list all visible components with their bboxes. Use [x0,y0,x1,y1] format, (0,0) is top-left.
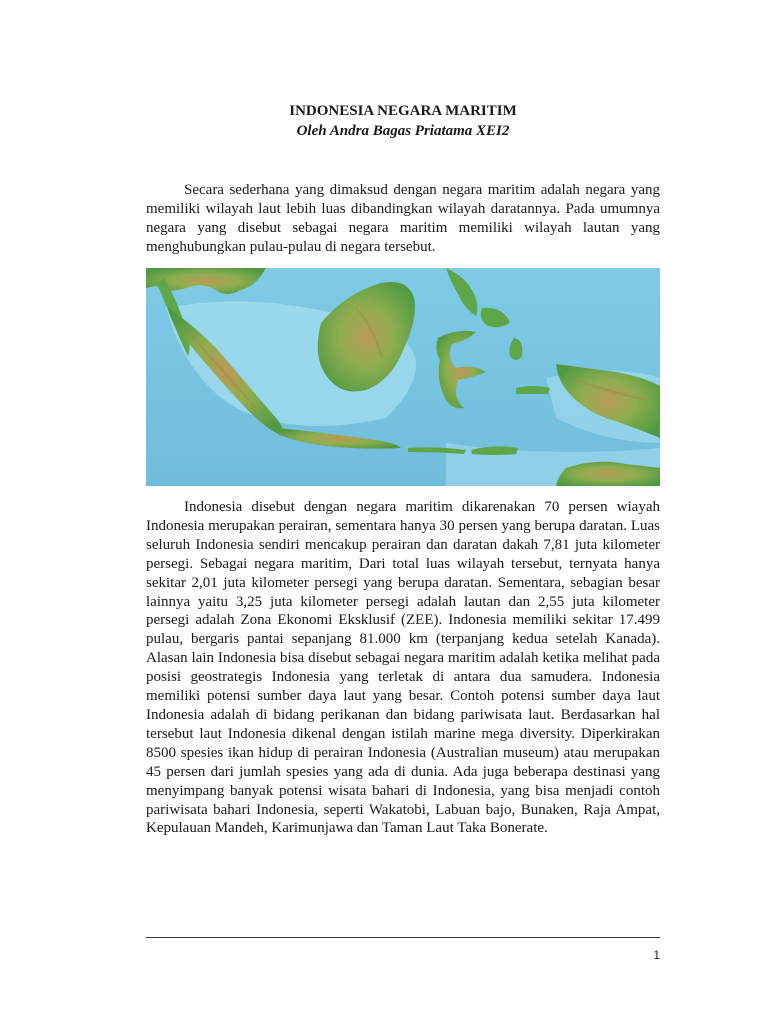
footer-divider [146,937,660,938]
paragraph-intro: Secara sederhana yang dimaksud dengan negara maritim adalah negara yang memiliki wilayah laut lebih luas dibandingkan wilayah daratannya. Pada umumnya negara yang disebut sebagai negara maritim memiliki wilayah lautan yang menghubungkan pulau-pulau di negara tersebut. [146,182,660,255]
document-subtitle: Oleh Andra Bagas Priatama XEI2 [296,123,510,139]
document-title: INDONESIA NEGARA MARITIM [289,103,517,119]
title-block [146,101,660,141]
seram [516,386,550,394]
page-number: 1 [653,948,660,962]
paragraph-main: Indonesia disebut dengan negara maritim dikarenakan 70 persen wiayah Indonesia merupakan perairan, sementara hanya 30 persen yang berupa daratan. Luas seluruh Indonesia sendiri mencakup perairan dan daratan dakah 7,81 juta kilometer persegi. Sebagai negara maritim, Dari total luas wilayah tersebut, ternyata hanya sekitar 2,01 juta kilometer persegi yang berupa daratan. Sementara, sebagian besar lainnya yaitu 3,25 juta kilometer persegi adalah lautan dan 2,55 juta kilometer persegi adalah Zona Ekonomi Eksklusif (ZEE). Indonesia memiliki sekitar 17.499 pulau, bergaris pantai sepanjang 81.000 km (terpanjang kedua setelah Kanada). Alasan lain Indonesia bisa disebut sebagai negara maritim adalah ketika melihat pada posisi geostrategis Indonesia yang terletak di antara dua samudera. Indonesia memiliki potensi sumber daya laut yang besar. Contoh potensi sumber daya laut Indonesia adalah di bidang perikanan dan bidang pariwisata laut. Berdasarkan hal tersebut laut Indonesia dikenal dengan istilah marine mega diversity. Diperkirakan 8500 spesies ikan hidup di perairan Indonesia (Australian museum) atau merupakan 45 persen dari jumlah spesies yang ada di dunia. Ada juga beberapa destinasi yang menyimpang banyak potensi wisata bahari di Indonesia, yang bisa menjadi contoh pariwisata bahari Indonesia, seperti Wakatobi, Labuan bajo, Bunaken, Raja Ampat, Kepulauan Mandeh, Karimunjawa dan Taman Laut Taka Bonerate. [146,499,660,837]
indonesia-map [146,268,660,486]
